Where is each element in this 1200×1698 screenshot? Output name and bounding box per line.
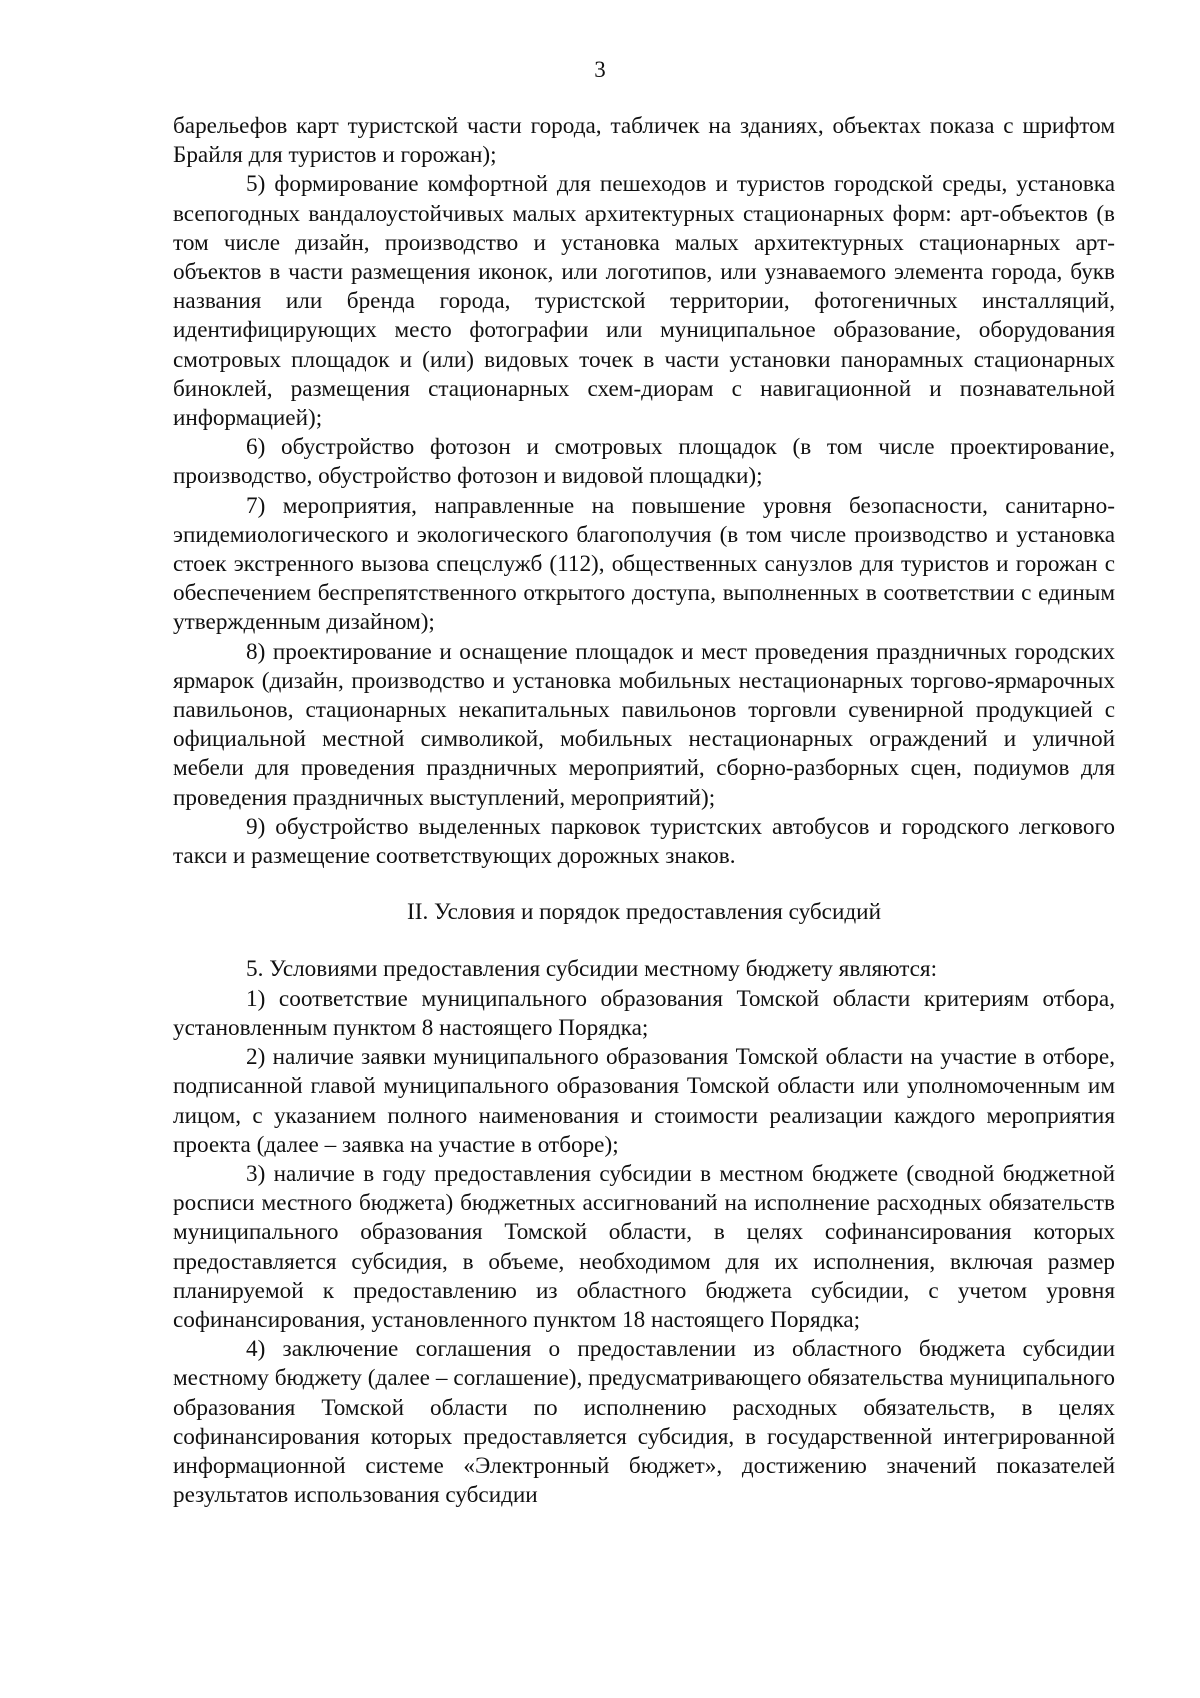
page-number: 3 <box>594 57 606 82</box>
paragraph-item-6: 6) обустройство фотозон и смотровых площадок (в том числе проектирование, производство, обустройство фотозон и видовой площадки); <box>173 434 1115 490</box>
section-heading: II. Условия и порядок предоставления субсидий <box>407 899 881 926</box>
paragraph-condition-4: 4) заключение соглашения о предоставлении из областного бюджета субсидии местному бюджету (далее – соглашение), предусматривающего обязательства муниципального образования Томской области по исполнению расходных обязательств, в целях софинансирования которых предоставляется субсидия, в государственной интегрированной информационной системе «Электронный бюджет», достижению значений показателей результатов использования субсидии <box>173 1336 1115 1509</box>
paragraph-item-5: 5) формирование комфортной для пешеходов и туристов городской среды, установка всепогодных вандалоустойчивых малых архитектурных стационарных форм: арт-объектов (в том числе дизайн, производство и установка малых архитектурных стационарных арт-объектов в части размещения иконок, или логотипов, или узнаваемого элемента города, букв названия или бренда города, туристской территории, фотогеничных инсталляций, идентифицирующих место фотографии или муниципальное образование, оборудования смотровых площадок и (или) видовых точек в части установки панорамных стационарных биноклей, размещения стационарных схем-диорам с навигационной и познавательной информацией); <box>173 171 1115 432</box>
paragraph-clause-5: 5. Условиями предоставления субсидии местному бюджету являются: <box>246 956 938 983</box>
document-body <box>173 112 1115 1510</box>
paragraph-item-7: 7) мероприятия, направленные на повышение уровня безопасности, санитарно-эпидемиологического и экологического благополучия (в том числе производство и установка стоек экстренного вызова спецслужб (112), общественных санузлов для туристов и горожан с обеспечением беспрепятственного открытого доступа, выполненных в соответствии с единым утвержденным дизайном); <box>173 492 1115 636</box>
paragraph-condition-1: 1) соответствие муниципального образования Томской области критериям отбора, установленным пунктом 8 настоящего Порядка; <box>173 985 1115 1041</box>
paragraph-condition-2: 2) наличие заявки муниципального образования Томской области на участие в отборе, подписанной главой муниципального образования Томской области или уполномоченным им лицом, с указанием полного наименования и стоимости реализации каждого мероприятия проекта (далее – заявка на участие в отборе); <box>173 1044 1115 1158</box>
paragraph-condition-3: 3) наличие в году предоставления субсидии в местном бюджете (сводной бюджетной росписи местного бюджета) бюджетных ассигнований на исполнение расходных обязательств муниципального образования Томской области, в целях софинансирования которых предоставляется субсидия, в объеме, необходимом для их исполнения, включая размер планируемой к предоставлению из областного бюджета субсидии, с учетом уровня софинансирования, установленного пунктом 18 настоящего Порядка; <box>173 1160 1115 1333</box>
paragraph-item-8: 8) проектирование и оснащение площадок и мест проведения праздничных городских ярмарок (дизайн, производство и установка мобильных нестационарных торгово-ярмарочных павильонов, стационарных некапитальных павильонов торговли сувенирной продукцией с официальной местной символикой, мобильных нестационарных ограждений и уличной мебели для проведения праздничных мероприятий, сборно-разборных сцен, подиумов для проведения праздничных выступлений, мероприятий); <box>173 638 1115 811</box>
paragraph-item-9: 9) обустройство выделенных парковок туристских автобусов и городского легкового такси и размещение соответствующих дорожных знаков. <box>173 813 1115 870</box>
paragraph-continuation: барельефов карт туристской части города, табличек на зданиях, объектах показа с шрифтом Брайля для туристов и горожан); <box>173 113 1115 169</box>
